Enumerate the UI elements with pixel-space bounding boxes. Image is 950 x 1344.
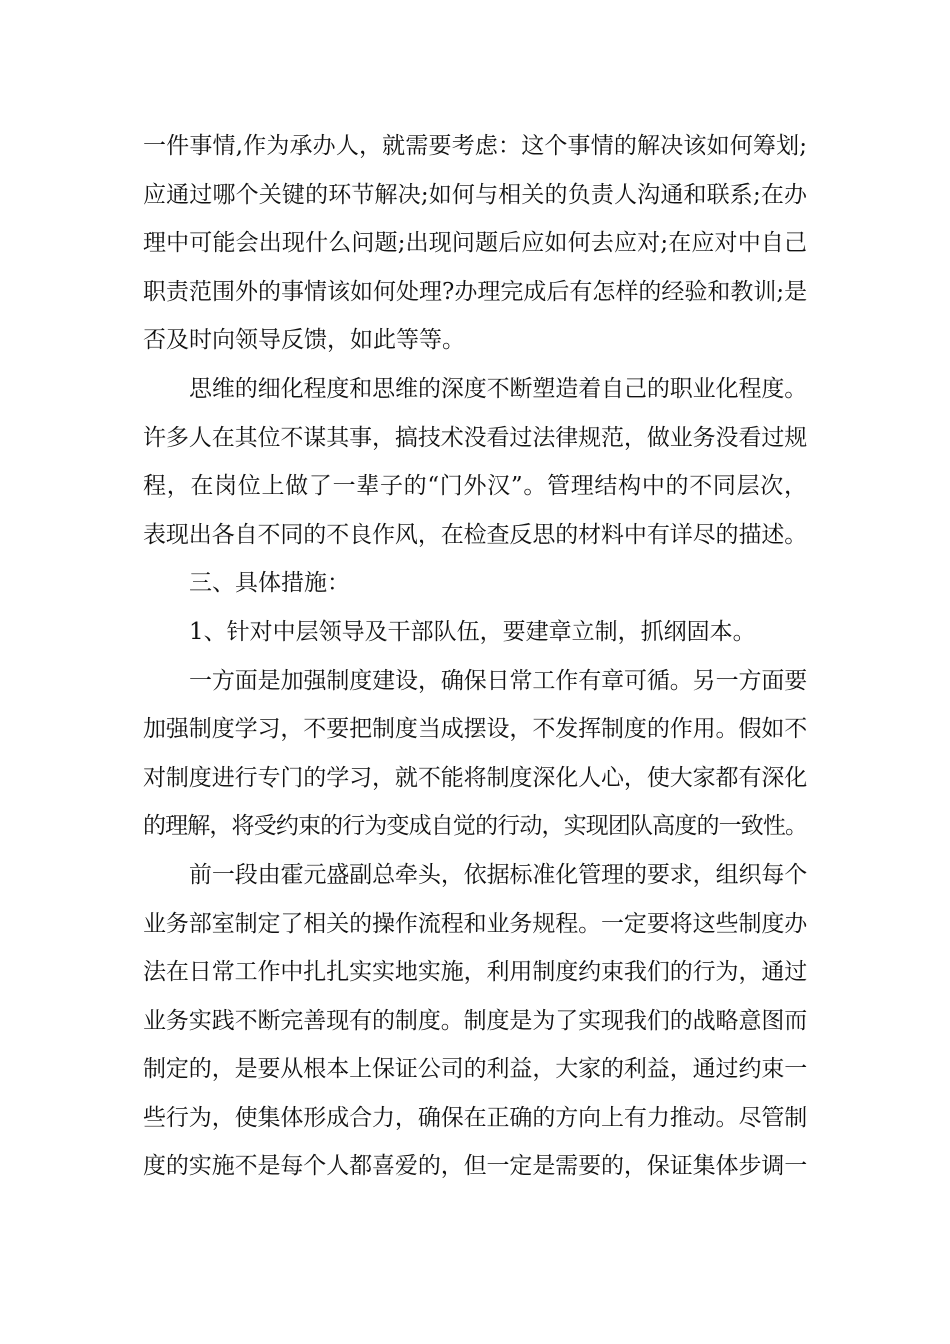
text-line: 的理解，将受约束的行为变成自觉的行动，实现团队高度的一致性。 <box>143 813 807 840</box>
text-line: 应通过哪个关键的环节解决;如何与相关的负责人沟通和联系;在办 <box>143 181 807 208</box>
text-line: 加强制度学习，不要把制度当成摆设，不发挥制度的作用。假如不 <box>143 716 807 743</box>
text-line: 1、针对中层领导及干部队伍，要建章立制，抓纲固本。 <box>189 618 756 645</box>
text-line: 三、具体措施： <box>189 570 350 597</box>
text-line: 度的实施不是每个人都喜爱的，但一定是需要的，保证集体步调一 <box>143 1153 807 1180</box>
text-line: 法在日常工作中扎扎实实地实施，利用制度约束我们的行为，通过 <box>143 959 807 986</box>
text-line: 制定的，是要从根本上保证公司的利益，大家的利益，通过约束一 <box>143 1056 807 1083</box>
text-line: 思维的细化程度和思维的深度不断塑造着自己的职业化程度。 <box>189 375 807 402</box>
text-line: 业务部室制定了相关的操作流程和业务规程。一定要将这些制度办 <box>143 910 807 937</box>
text-line: 程，在岗位上做了一辈子的“门外汉”。管理结构中的不同层次， <box>143 473 807 500</box>
text-line: 否及时向领导反馈，如此等等。 <box>143 327 465 354</box>
text-line: 些行为，使集体形成合力，确保在正确的方向上有力推动。尽管制 <box>143 1104 807 1131</box>
text-line: 一方面是加强制度建设，确保日常工作有章可循。另一方面要 <box>189 667 807 694</box>
text-line: 前一段由霍元盛副总牵头，依据标准化管理的要求，组织每个 <box>189 861 807 888</box>
text-line: 表现出各自不同的不良作风，在检查反思的材料中有详尽的描述。 <box>143 521 807 548</box>
text-line: 业务实践不断完善现有的制度。制度是为了实现我们的战略意图而 <box>143 1007 807 1034</box>
document-body <box>143 122 807 1191</box>
text-line: 对制度进行专门的学习，就不能将制度深化人心，使大家都有深化 <box>143 764 807 791</box>
text-line: 一件事情,作为承办人，就需要考虑：这个事情的解决该如何筹划; <box>143 133 807 159</box>
text-line: 职责范围外的事情该如何处理?办理完成后有怎样的经验和教训;是 <box>143 278 807 305</box>
text-line: 理中可能会出现什么问题;出现问题后应如何去应对;在应对中自己 <box>143 230 807 257</box>
text-line: 许多人在其位不谋其事，搞技术没看过法律规范，做业务没看过规 <box>143 424 807 451</box>
